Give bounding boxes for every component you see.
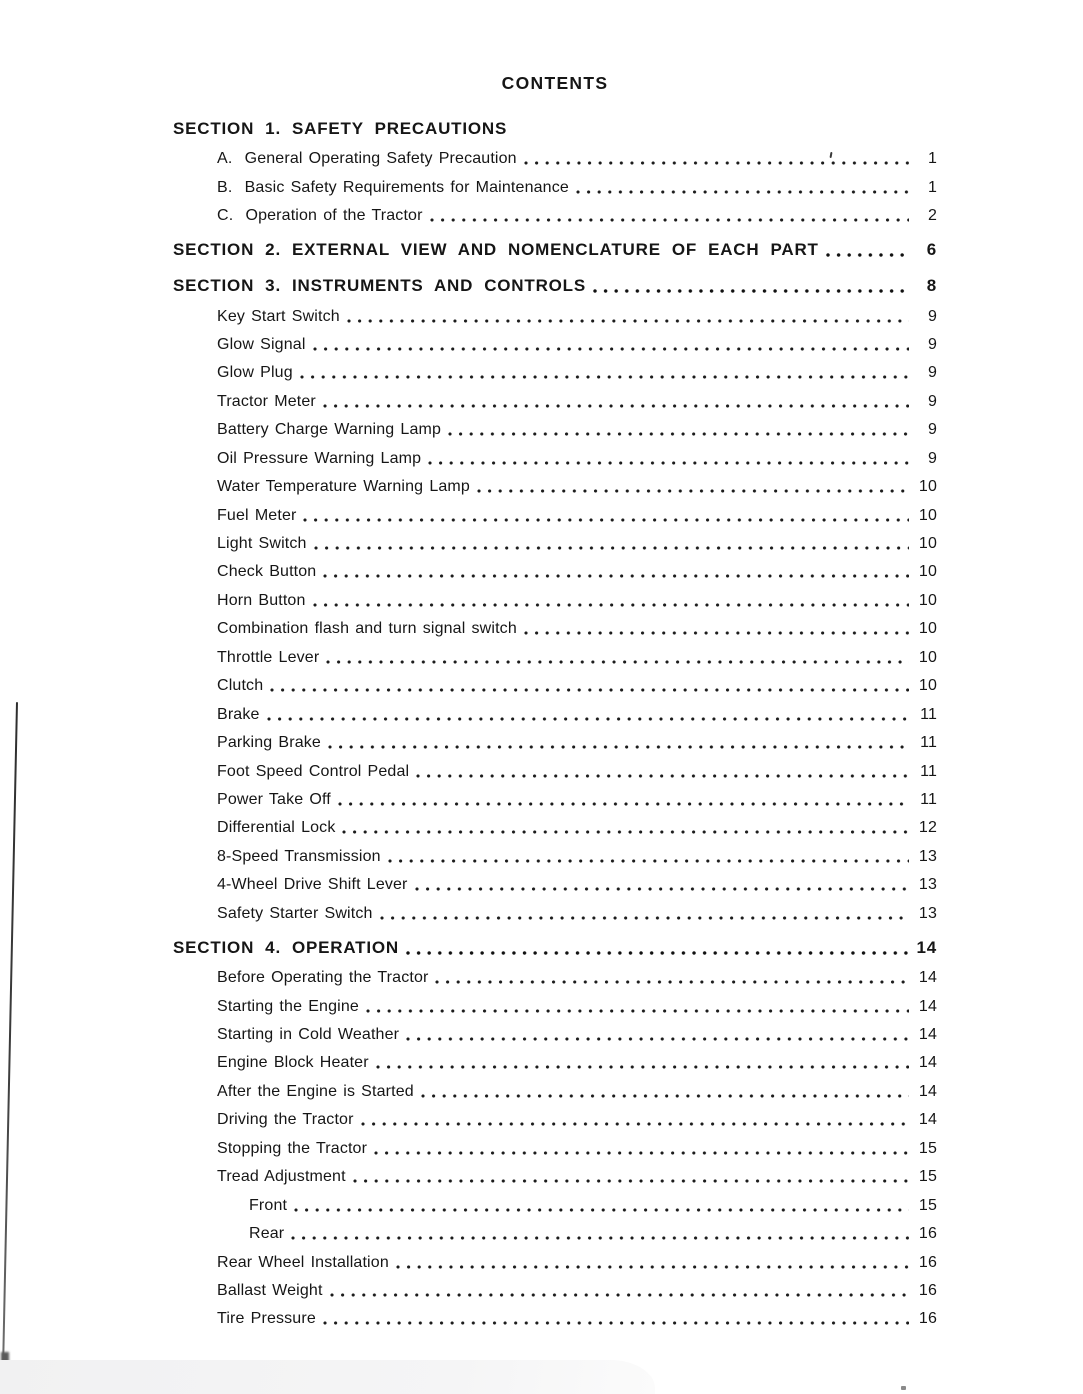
- dot-leader: [396, 1265, 909, 1269]
- toc-entry: [173, 1220, 937, 1248]
- toc-entry: [173, 558, 937, 586]
- toc-entry: [173, 445, 937, 473]
- toc-entry: [173, 173, 937, 201]
- dot-leader: [374, 1151, 909, 1155]
- toc-entry: [173, 644, 937, 672]
- toc-entry-label: Starting in Cold Weather: [217, 1026, 400, 1044]
- dot-leader: [303, 518, 909, 522]
- toc-entry-page-number: 12: [918, 819, 937, 837]
- toc-section-items: [173, 145, 937, 230]
- toc-entry-label: Front: [249, 1196, 288, 1214]
- toc-entry-label: C. Operation of the Tractor: [217, 207, 423, 225]
- toc-entry: [173, 1305, 937, 1333]
- toc-sections: [173, 109, 937, 1334]
- toc-entry-label: After the Engine is Started: [217, 1082, 414, 1100]
- dot-leader: [361, 1122, 909, 1126]
- toc-section: [173, 230, 937, 266]
- toc-section-title: SECTION 1. SAFETY PRECAUTIONS: [173, 119, 508, 138]
- toc-entry-page-number: 11: [920, 790, 937, 808]
- dot-leader: [376, 1065, 909, 1069]
- toc-entry-label: Check Button: [217, 563, 317, 581]
- toc-entry: [173, 302, 937, 330]
- dot-leader: [314, 546, 909, 550]
- toc-entry-label: Throttle Lever: [217, 648, 320, 666]
- dot-leader: [593, 289, 909, 293]
- toc-entry: [173, 786, 937, 814]
- toc-entry-label: Foot Speed Control Pedal: [217, 762, 410, 780]
- toc-entry-page-number: 13: [918, 847, 937, 865]
- toc-entry: [173, 900, 937, 928]
- dot-leader: [477, 489, 909, 493]
- dot-leader: [406, 951, 909, 955]
- dot-leader: [406, 1037, 909, 1041]
- toc-section-heading: [173, 266, 937, 302]
- toc-entry-page-number: 14: [918, 969, 937, 987]
- toc-entry: [173, 416, 937, 444]
- toc-entry-label: Engine Block Heater: [217, 1054, 369, 1072]
- toc-section-title: SECTION 4. OPERATION: [173, 937, 399, 957]
- toc-entry: [173, 1163, 937, 1191]
- toc-entry-label: Horn Button: [217, 591, 306, 609]
- toc-entry-page-number: 11: [920, 762, 937, 780]
- toc-entry-page-number: 14: [918, 1111, 937, 1129]
- toc-entry-page-number: 15: [918, 1168, 937, 1186]
- toc-entry-label: Glow Plug: [217, 364, 293, 382]
- toc-entry-label: Combination flash and turn signal switch: [217, 620, 517, 638]
- dot-leader: [524, 631, 909, 635]
- toc-section-heading: [173, 109, 937, 145]
- dot-leader: [416, 774, 909, 778]
- toc-entry: [173, 1106, 937, 1134]
- toc-entry-page-number: 11: [920, 734, 937, 752]
- page-title: CONTENTS: [501, 73, 609, 93]
- dot-leader: [313, 603, 909, 607]
- toc-entry-label: Power Take Off: [217, 790, 331, 808]
- dot-leader: [415, 887, 909, 891]
- toc-entry-label: Brake: [217, 705, 260, 723]
- toc-entry-label: Ballast Weight: [217, 1281, 323, 1299]
- scan-artifact-binding-line: [2, 702, 18, 1362]
- toc-entry-page-number: 1: [927, 150, 937, 168]
- toc-entry-page-number: 10: [918, 591, 937, 609]
- toc-entry-page-number: 11: [920, 705, 937, 723]
- toc-entry: [173, 1049, 937, 1077]
- toc-entry: [173, 964, 937, 992]
- toc-entry-page-number: 10: [918, 620, 937, 638]
- dot-leader: [524, 161, 909, 165]
- toc-entry: [173, 1191, 937, 1219]
- toc-entry-page-number: 13: [918, 876, 937, 894]
- toc-entry-label: 8-Speed Transmission: [217, 847, 381, 865]
- toc-entry-page-number: 2: [927, 207, 937, 225]
- toc-section-title: SECTION 3. INSTRUMENTS AND CONTROLS: [173, 276, 586, 296]
- dot-leader: [576, 190, 909, 194]
- scan-artifact-speck: [901, 1386, 906, 1390]
- toc-entry-page-number: 9: [927, 364, 937, 382]
- dot-leader: [366, 1009, 909, 1013]
- toc-entry: [173, 359, 937, 387]
- toc-entry: [173, 501, 937, 529]
- toc-entry-label: Starting the Engine: [217, 997, 359, 1015]
- dot-leader: [291, 1236, 909, 1240]
- toc-entry-page-number: 10: [918, 648, 937, 666]
- dot-leader: [270, 688, 909, 692]
- toc-entry: [173, 843, 937, 871]
- toc-entry-page-number: 9: [927, 449, 937, 467]
- toc-entry-label: Rear: [249, 1225, 285, 1243]
- toc-section-heading: [173, 230, 937, 266]
- toc-entry-page-number: 9: [927, 421, 937, 439]
- toc-entry: [173, 1078, 937, 1106]
- toc-entry-page-number: 14: [918, 997, 937, 1015]
- dot-leader: [435, 980, 909, 984]
- toc-entry-label: Safety Starter Switch: [217, 904, 373, 922]
- toc-entry-page-number: 15: [918, 1139, 937, 1157]
- toc-entry-page-number: 14: [918, 1082, 937, 1100]
- toc-entry-label: A. General Operating Safety Precaution: [217, 150, 517, 168]
- toc-entry: [173, 587, 937, 615]
- toc-section: [173, 266, 937, 928]
- toc-entry-page-number: 9: [927, 307, 937, 325]
- dot-leader: [826, 253, 909, 257]
- toc-entry-label: Stopping the Tractor: [217, 1139, 368, 1157]
- toc-entry-label: B. Basic Safety Requirements for Maintenance: [217, 178, 569, 196]
- dot-leader: [342, 830, 909, 834]
- dot-leader: [388, 859, 909, 863]
- toc-entry-page-number: 16: [918, 1225, 937, 1243]
- toc-entry: [173, 202, 937, 230]
- toc-entry: [173, 388, 937, 416]
- toc-section-page-number: 6: [926, 240, 937, 260]
- toc-section-page-number: 8: [926, 276, 937, 296]
- dot-leader: [421, 1094, 909, 1098]
- dot-leader: [294, 1208, 909, 1212]
- toc-entry-page-number: 16: [918, 1253, 937, 1271]
- dot-leader: [326, 660, 909, 664]
- dot-leader: [428, 461, 909, 465]
- toc-section-title: SECTION 2. EXTERNAL VIEW AND NOMENCLATURE OF EACH PART: [173, 240, 819, 260]
- dot-leader: [330, 1293, 909, 1297]
- dot-leader: [430, 218, 909, 222]
- toc-entry: [173, 145, 937, 173]
- toc-entry: [173, 473, 937, 501]
- toc-entry-label: Key Start Switch: [217, 307, 340, 325]
- toc-entry-label: Water Temperature Warning Lamp: [217, 478, 470, 496]
- toc-entry-label: Rear Wheel Installation: [217, 1253, 389, 1271]
- toc-entry-label: 4-Wheel Drive Shift Lever: [217, 876, 408, 894]
- toc-entry-page-number: 15: [918, 1196, 937, 1214]
- toc-entry: [173, 871, 937, 899]
- toc-entry-label: Parking Brake: [217, 734, 321, 752]
- toc-entry-label: Tire Pressure: [217, 1310, 316, 1328]
- toc-entry-page-number: 10: [918, 535, 937, 553]
- toc-entry-label: Fuel Meter: [217, 506, 297, 524]
- dot-leader: [347, 319, 909, 323]
- dot-leader: [448, 432, 909, 436]
- dot-leader: [313, 347, 909, 351]
- toc-entry: [173, 814, 937, 842]
- toc-entry-label: Battery Charge Warning Lamp: [217, 421, 442, 439]
- toc-entry-label: Tractor Meter: [217, 392, 316, 410]
- dot-leader: [353, 1179, 909, 1183]
- toc-entry: [173, 530, 937, 558]
- toc-entry-label: Tread Adjustment: [217, 1168, 346, 1186]
- toc-entry-label: Clutch: [217, 677, 264, 695]
- toc-entry-label: Driving the Tractor: [217, 1111, 354, 1129]
- toc-section-items: [173, 302, 937, 928]
- toc-entry-page-number: 13: [918, 904, 937, 922]
- toc-section: [173, 928, 937, 1334]
- dot-leader: [328, 745, 909, 749]
- toc-entry-page-number: 1: [927, 178, 937, 196]
- toc-entry-page-number: 10: [918, 506, 937, 524]
- toc-entry-page-number: 10: [918, 563, 937, 581]
- toc-entry-label: Oil Pressure Warning Lamp: [217, 449, 422, 467]
- toc-entry-page-number: 14: [918, 1026, 937, 1044]
- toc-entry-page-number: 16: [918, 1281, 937, 1299]
- toc-entry: [173, 615, 937, 643]
- toc-entry-label: Glow Signal: [217, 335, 306, 353]
- dot-leader: [300, 375, 909, 379]
- toc-entry: [173, 700, 937, 728]
- toc-entry-label: Light Switch: [217, 535, 307, 553]
- toc-section-page-number: 14: [916, 937, 937, 957]
- dot-leader: [323, 404, 909, 408]
- toc-entry-page-number: 9: [927, 335, 937, 353]
- toc-entry: [173, 331, 937, 359]
- toc-entry: [173, 757, 937, 785]
- toc-section: [173, 109, 937, 230]
- toc-entry-page-number: 10: [918, 677, 937, 695]
- dot-leader: [380, 916, 909, 920]
- toc-entry-page-number: 10: [918, 478, 937, 496]
- toc-entry-page-number: 14: [918, 1054, 937, 1072]
- toc-section-items: [173, 964, 937, 1334]
- toc-entry-page-number: 16: [918, 1310, 937, 1328]
- dot-leader: [267, 717, 909, 721]
- toc-entry: [173, 1135, 937, 1163]
- dot-leader: [338, 802, 909, 806]
- toc-entry: [173, 672, 937, 700]
- toc-entry: [173, 1277, 937, 1305]
- dot-leader: [323, 1321, 909, 1325]
- toc-entry: [173, 729, 937, 757]
- toc-entry: [173, 992, 937, 1020]
- dot-leader: [323, 574, 909, 578]
- toc-entry: [173, 1021, 937, 1049]
- toc-entry-label: Differential Lock: [217, 819, 336, 837]
- table-of-contents: [173, 0, 937, 1334]
- toc-section-heading: [173, 928, 937, 964]
- toc-entry-page-number: 9: [927, 392, 937, 410]
- toc-entry: [173, 1248, 937, 1276]
- toc-entry-label: Before Operating the Tractor: [217, 969, 429, 987]
- scan-artifact-bottom-shadow: [0, 1360, 655, 1394]
